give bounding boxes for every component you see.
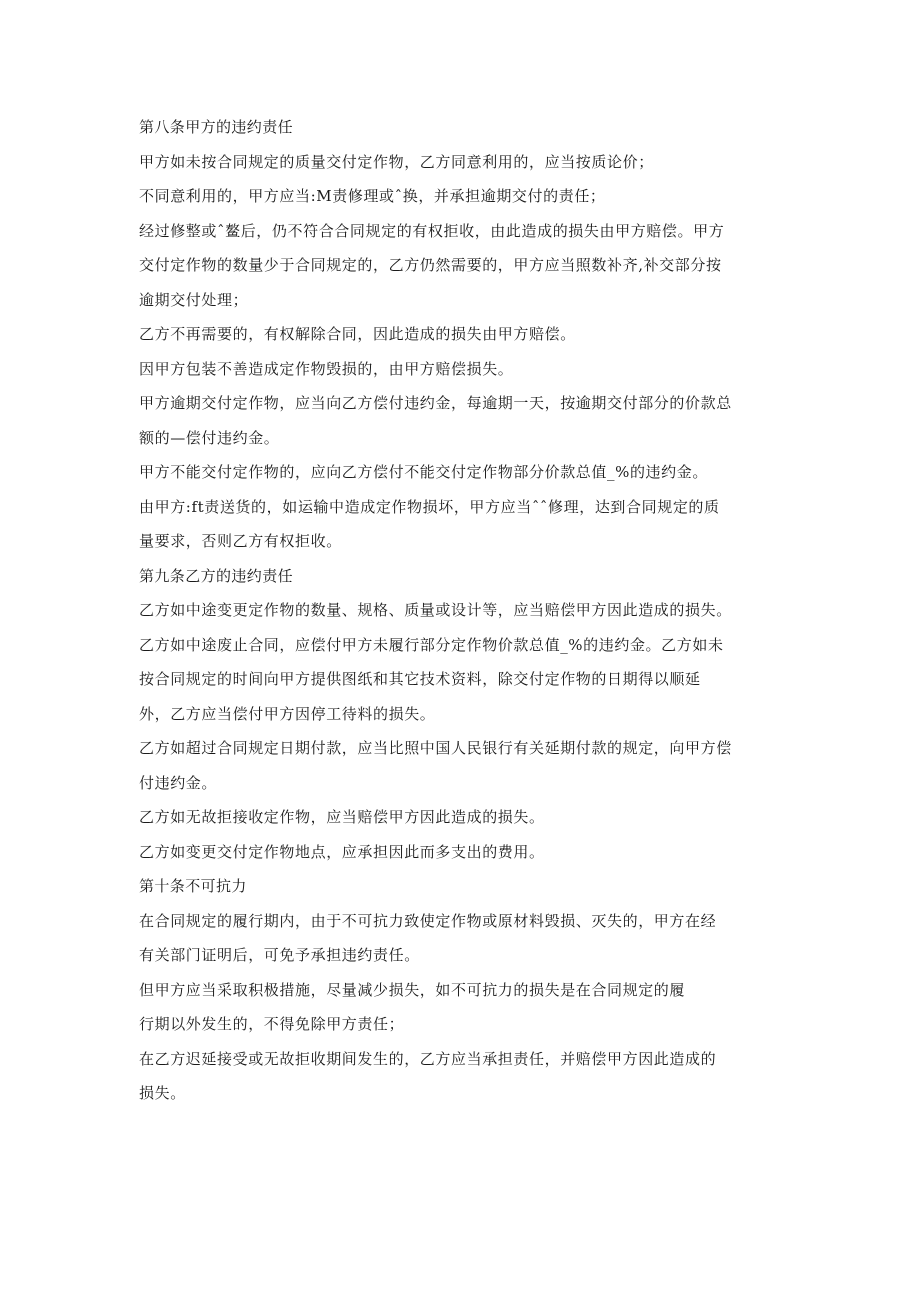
paragraph-line: 量要求，否则乙方有权拒收。 [139,532,342,550]
paragraph-line: 因甲方包装不善造成定作物毁损的，由甲方赔偿损失。 [139,359,514,378]
paragraph-line: 乙方如超过合同规定日期付款，应当比照中国人民银行有关延期付款的规定，向甲方偿 [139,739,732,757]
section-heading-article-10: 第十条不可抗力 [139,877,247,895]
paragraph-line: 乙方如中途废止合同，应偿付甲方未履行部分定作物价款总值_%的违约金。乙方如未 [139,635,724,654]
document-body [139,116,799,1117]
paragraph-line: 经过修整或ˆ鳌后，仍不符合合同规定的有权拒收，由此造成的损失由甲方赔偿。甲方 [139,221,725,240]
paragraph-line: 按合同规定的时间向甲方提供图纸和其它技术资料，除交付定作物的日期得以顺延 [139,670,701,688]
paragraph-line: 乙方如变更交付定作物地点，应承担因此而多支出的费用。 [139,842,545,861]
paragraph-line: 乙方如中途变更定作物的数量、规格、质量或设计等，应当赔偿甲方因此造成的损失。 [139,601,732,619]
paragraph-line: 有关部门证明后，可免予承担违约责任。 [139,946,420,964]
paragraph-line: 但甲方应当采取积极措施，尽量减少损失，如不可抗力的损失是在合同规定的履 [139,980,686,999]
paragraph-line: 乙方不再需要的，有权解除合同，因此造成的损失由甲方赔偿。 [139,325,576,343]
section-heading-article-9: 第九条乙方的违约责任 [139,566,294,585]
paragraph-line: 行期以外发生的，不得免除甲方责任； [139,1015,405,1033]
paragraph-line: 交付定作物的数量少于合同规定的，乙方仍然需要的，甲方应当照数补齐,补交部分按 [139,256,722,274]
paragraph-line: 乙方如无故拒接收定作物，应当赔偿甲方因此造成的损失。 [139,808,545,826]
paragraph-line: 损失。 [139,1084,186,1102]
paragraph-line: 甲方逾期交付定作物，应当向乙方偿付违约金，每逾期一天，按逾期交付部分的价款总 [139,394,732,412]
paragraph-line: 甲方不能交付定作物的，应向乙方偿付不能交付定作物部分价款总值_%的违约金。 [139,463,708,481]
paragraph-line: 由甲方:ft责送货的，如运输中造成定作物损坏，甲方应当ˆˆ修理，达到合同规定的质 [139,497,720,516]
paragraph-line: 不同意利用的，甲方应当:M责修理或ˆ换，并承担逾期交付的责任； [139,187,606,205]
paragraph-line: 在乙方迟延接受或无故拒收期间发生的，乙方应当承担责任，并赔偿甲方因此造成的 [139,1049,717,1068]
paragraph-line: 在合同规定的履行期内，由于不可抗力致使定作物或原材料毁损、灭失的，甲方在经 [139,911,717,930]
paragraph-line: 额的—偿付违约金。 [139,428,280,447]
paragraph-line: 逾期交付处理； [139,290,249,309]
paragraph-line: 付违约金。 [139,773,218,792]
section-heading-article-8: 第八条甲方的违约责任 [139,118,294,136]
paragraph-line: 外，乙方应当偿付甲方因停工待料的损失。 [139,704,436,723]
paragraph-line: 甲方如未按合同规定的质量交付定作物，乙方同意利用的，应当按质论价； [139,152,654,171]
